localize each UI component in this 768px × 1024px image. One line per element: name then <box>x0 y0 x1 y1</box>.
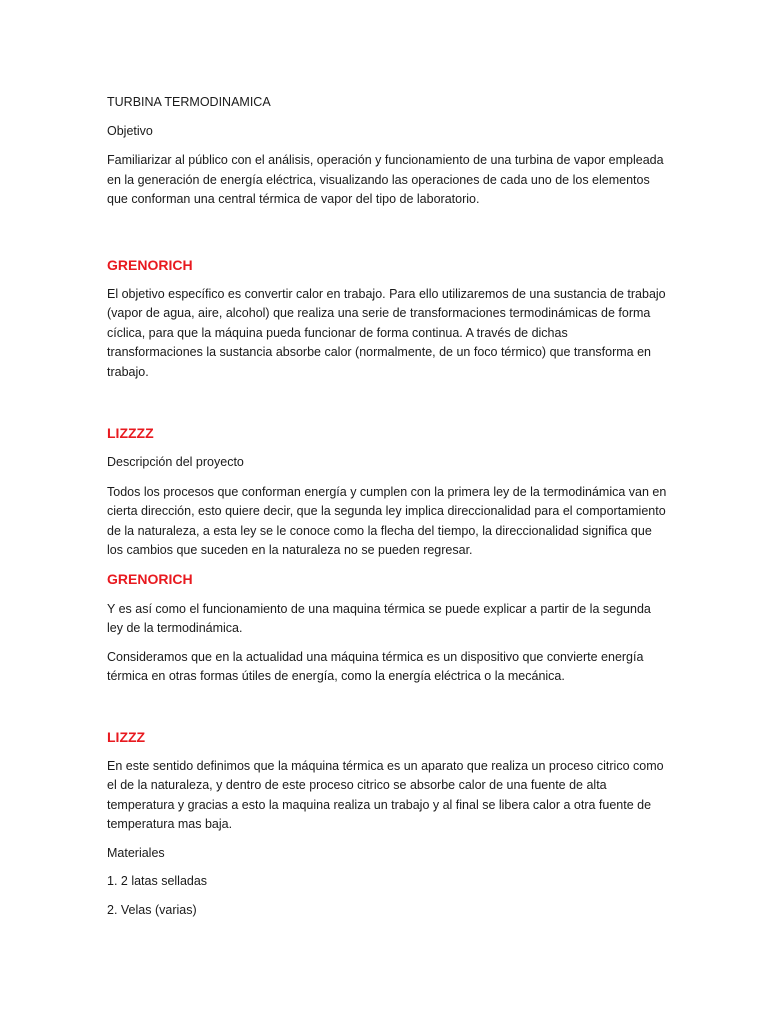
section3-text-1: Y es así como el funcionamiento de una maquina térmica se puede explicar a partir de la segunda ley de la termodinámica. <box>107 601 651 635</box>
section3-author-heading: GRENORICH <box>107 570 193 587</box>
section2-label: Descripción del proyecto <box>107 455 244 469</box>
section1-author-heading: GRENORICH <box>107 256 193 273</box>
document-page <box>107 93 667 920</box>
section2-text: Todos los procesos que conforman energía y cumplen con la primera ley de la termodinámica van en cierta dirección, esto quiere decir, que la segunda ley implica direccionalidad para el comportamiento de la naturaleza, a esta ley se le conoce como la flecha del tiempo, la direccionalidad significa que los cambios que suceden en la naturaleza no se pueden regresar. <box>107 484 667 557</box>
objective-label: Objetivo <box>107 123 153 138</box>
section1-text: El objetivo específico es convertir calor en trabajo. Para ello utilizaremos de una sustancia de trabajo (vapor de agua, aire, alcohol) que realiza una serie de transformaciones termodinámicas de forma cíclica, para que la máquina pueda funcionar de forma continua. A través de dichas transformaciones la sustancia absorbe calor (normalmente, de un foco térmico) que transforma en trabajo. <box>107 286 666 379</box>
materials-label: Materiales <box>107 845 165 860</box>
materials-item: 2. Velas (varias) <box>107 902 197 917</box>
document-title: TURBINA TERMODINAMICA <box>107 95 271 109</box>
section4-author-heading: LIZZZ <box>107 728 146 745</box>
materials-item: 1. 2 latas selladas <box>107 874 208 888</box>
objective-text: Familiarizar al público con el análisis, operación y funcionamiento de una turbina de vapor empleada en la generación de energía eléctrica, visualizando las operaciones de cada uno de los elementos que conforman una central térmica de vapor del tipo de laboratorio. <box>107 153 664 206</box>
section3-text-2: Consideramos que en la actualidad una máquina térmica es un dispositivo que convierte energía térmica en otras formas útiles de energía, como la energía eléctrica o la mecánica. <box>107 649 644 683</box>
section4-text: En este sentido definimos que la máquina térmica es un aparato que realiza un proceso citrico como el de la naturaleza, y dentro de este proceso citrico se absorbe calor de una fuente de alta temperatura y gracias a esto la maquina realiza un trabajo y al final se libera calor a otra fuente de temperatura mas baja. <box>107 758 664 831</box>
section2-author-heading: LIZZZZ <box>107 425 154 441</box>
